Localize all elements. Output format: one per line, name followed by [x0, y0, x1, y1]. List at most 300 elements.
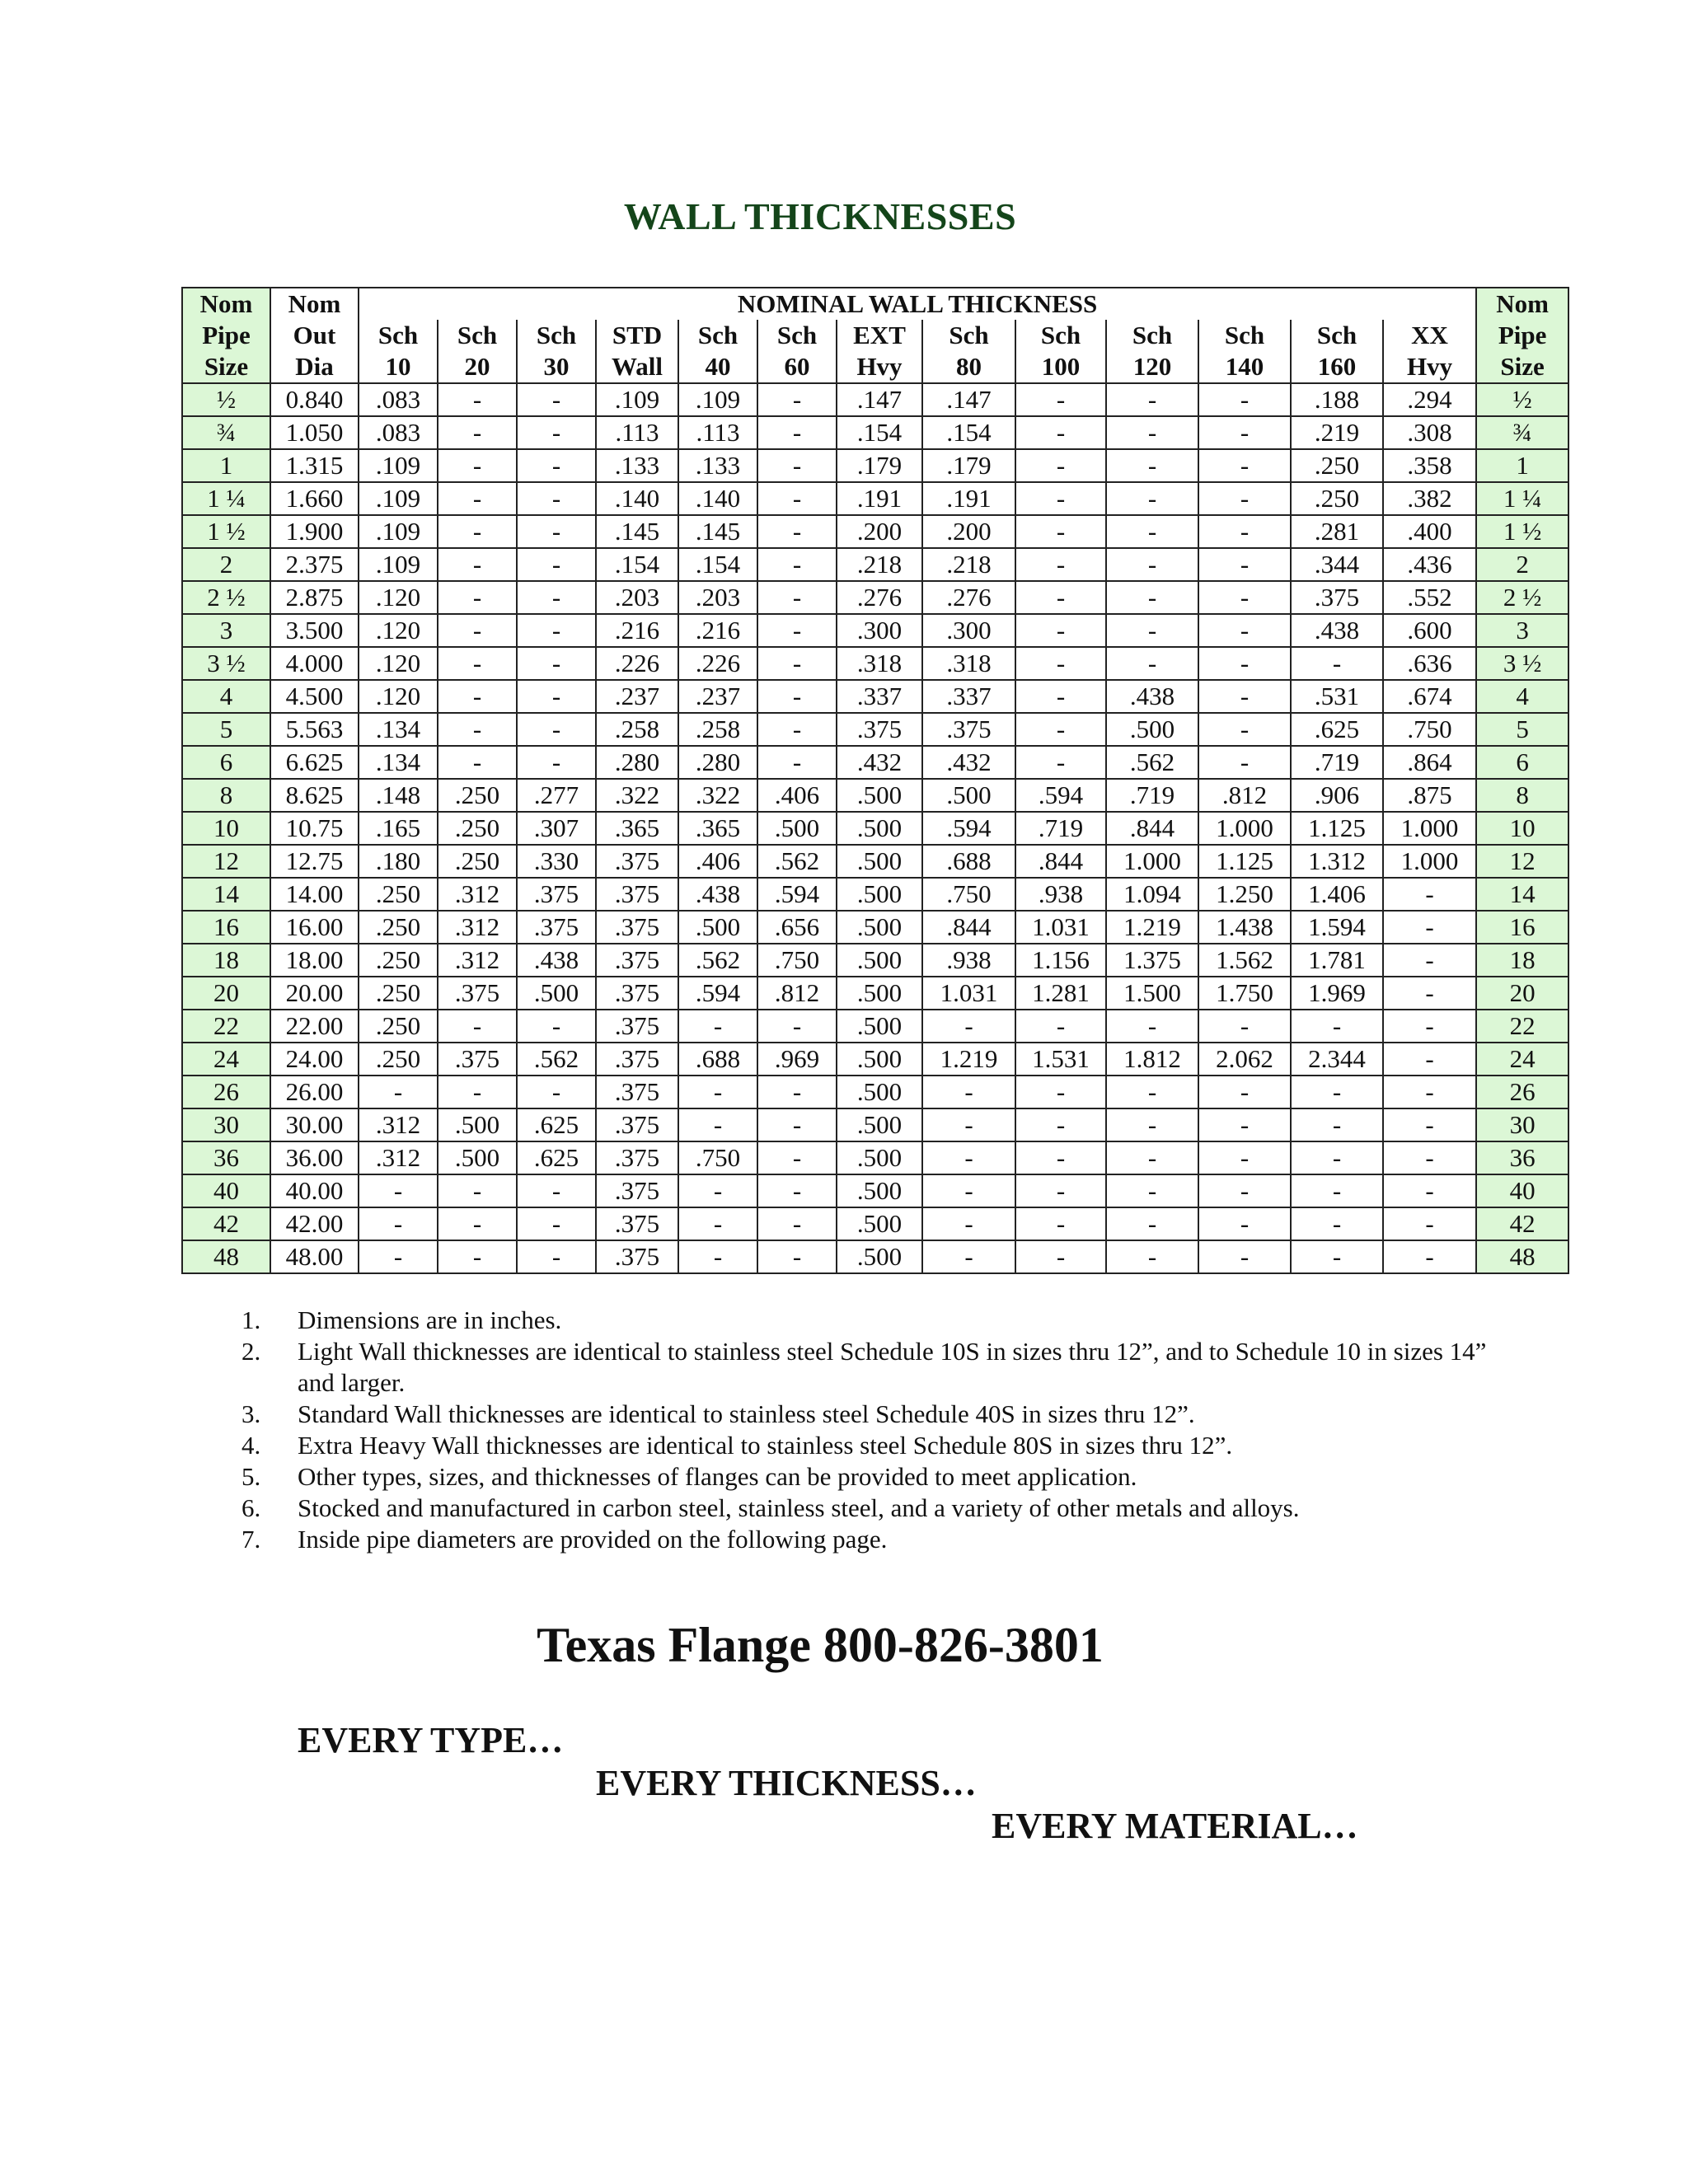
wall-thickness-cell: .188 — [1291, 383, 1383, 416]
wall-thickness-cell: .500 — [837, 944, 922, 977]
wall-thickness-cell: .382 — [1383, 482, 1476, 515]
wall-thickness-cell: - — [757, 680, 837, 713]
table-row — [182, 581, 1568, 614]
wall-thickness-cell: .719 — [1291, 746, 1383, 779]
wall-thickness-cell: .552 — [1383, 581, 1476, 614]
table-row — [182, 1240, 1568, 1273]
wall-thickness-cell: - — [1198, 614, 1291, 647]
wall-thickness-cell: - — [678, 1010, 757, 1043]
wall-thickness-cell: .719 — [1106, 779, 1198, 812]
schedule-header-bottom: 10 — [359, 351, 438, 383]
wall-thickness-cell: .438 — [1106, 680, 1198, 713]
pipe-size-right-cell: ½ — [1476, 383, 1568, 416]
wall-thickness-cell: 2.062 — [1198, 1043, 1291, 1076]
wall-thickness-cell: .375 — [596, 1108, 678, 1141]
wall-thickness-cell: - — [678, 1174, 757, 1207]
outside-diameter-cell: 30.00 — [270, 1108, 359, 1141]
wall-thickness-cell: - — [1198, 482, 1291, 515]
nom-pipe-size-header-3: Size — [182, 351, 270, 383]
wall-thickness-cell: .318 — [922, 647, 1015, 680]
outside-diameter-cell: 8.625 — [270, 779, 359, 812]
outside-diameter-cell: 40.00 — [270, 1174, 359, 1207]
wall-thickness-cell: - — [922, 1076, 1015, 1108]
wall-thickness-cell: - — [1291, 1010, 1383, 1043]
nom-pipe-size-header-1: Nom — [182, 288, 270, 320]
wall-thickness-cell: - — [1198, 713, 1291, 746]
wall-thickness-cell: - — [1291, 1174, 1383, 1207]
wall-thickness-cell: - — [757, 614, 837, 647]
note-item — [241, 1493, 1494, 1524]
wall-thickness-cell: - — [517, 548, 596, 581]
schedule-header-top: STD — [596, 320, 678, 351]
pipe-size-cell: 16 — [182, 911, 270, 944]
schedule-header-bottom: Hvy — [1383, 351, 1476, 383]
schedule-header-top: Sch — [678, 320, 757, 351]
wall-thickness-cell: .438 — [1291, 614, 1383, 647]
pipe-size-cell: 1 ½ — [182, 515, 270, 548]
schedule-header-bottom: 120 — [1106, 351, 1198, 383]
wall-thickness-cell: .750 — [757, 944, 837, 977]
nom-out-dia-header-1: Nom — [270, 288, 359, 320]
pipe-size-right-cell: 4 — [1476, 680, 1568, 713]
pipe-size-right-cell: 30 — [1476, 1108, 1568, 1141]
wall-thickness-cell: .280 — [596, 746, 678, 779]
wall-thickness-cell: .216 — [678, 614, 757, 647]
pipe-size-cell: 8 — [182, 779, 270, 812]
table-row — [182, 977, 1568, 1010]
slogan-every-thickness: EVERY THICKNESS… — [596, 1763, 977, 1803]
wall-thickness-cell: .154 — [596, 548, 678, 581]
wall-thickness-cell: .500 — [837, 1141, 922, 1174]
note-number: 5. — [241, 1462, 261, 1491]
pipe-size-cell: 1 — [182, 449, 270, 482]
table-row — [182, 1141, 1568, 1174]
wall-thickness-cell: - — [1198, 1207, 1291, 1240]
wall-thickness-cell: .500 — [837, 1207, 922, 1240]
wall-thickness-cell: - — [517, 680, 596, 713]
wall-thickness-cell: .120 — [359, 647, 438, 680]
wall-thickness-cell: .280 — [678, 746, 757, 779]
wall-thickness-cell: .203 — [596, 581, 678, 614]
wall-thickness-cell: .120 — [359, 614, 438, 647]
nominal-wall-thickness-header: NOMINAL WALL THICKNESS — [359, 288, 1476, 320]
wall-thickness-cell: .154 — [837, 416, 922, 449]
wall-thickness-cell: .375 — [438, 1043, 517, 1076]
wall-thickness-cell: .277 — [517, 779, 596, 812]
wall-thickness-cell: - — [1291, 1108, 1383, 1141]
wall-thickness-cell: 1.094 — [1106, 878, 1198, 911]
wall-thickness-cell: - — [922, 1141, 1015, 1174]
wall-thickness-cell: - — [1015, 482, 1106, 515]
wall-thickness-cell: - — [438, 647, 517, 680]
pipe-size-right-cell: 14 — [1476, 878, 1568, 911]
wall-thickness-cell: - — [1383, 1076, 1476, 1108]
outside-diameter-cell: 18.00 — [270, 944, 359, 977]
wall-thickness-cell: - — [1198, 1174, 1291, 1207]
wall-thickness-cell: - — [1198, 548, 1291, 581]
table-row — [182, 779, 1568, 812]
note-number: 1. — [241, 1305, 261, 1334]
wall-thickness-cell: - — [1015, 1207, 1106, 1240]
wall-thickness-cell: - — [757, 581, 837, 614]
wall-thickness-cell: .113 — [678, 416, 757, 449]
wall-thickness-cell: .500 — [1106, 713, 1198, 746]
wall-thickness-cell: - — [1383, 944, 1476, 977]
outside-diameter-cell: 24.00 — [270, 1043, 359, 1076]
wall-thickness-cell: - — [438, 449, 517, 482]
pipe-size-cell: 36 — [182, 1141, 270, 1174]
table-row — [182, 647, 1568, 680]
wall-thickness-cell: .250 — [438, 812, 517, 845]
wall-thickness-cell: - — [438, 1207, 517, 1240]
table-row — [182, 482, 1568, 515]
pipe-size-right-cell: 26 — [1476, 1076, 1568, 1108]
schedule-header-top: Sch — [1291, 320, 1383, 351]
wall-thickness-cell: 1.219 — [1106, 911, 1198, 944]
wall-thickness-cell: .147 — [837, 383, 922, 416]
wall-thickness-cell: .276 — [922, 581, 1015, 614]
outside-diameter-cell: 16.00 — [270, 911, 359, 944]
wall-thickness-cell: - — [438, 680, 517, 713]
wall-thickness-cell: - — [517, 449, 596, 482]
wall-thickness-cell: .226 — [678, 647, 757, 680]
nom-pipe-size-right-header-2: Pipe — [1476, 320, 1568, 351]
wall-thickness-cell: - — [438, 416, 517, 449]
pipe-size-cell: 26 — [182, 1076, 270, 1108]
wall-thickness-cell: .120 — [359, 581, 438, 614]
wall-thickness-cell: - — [1198, 1010, 1291, 1043]
nom-out-dia-header-3: Dia — [270, 351, 359, 383]
pipe-size-right-cell: 42 — [1476, 1207, 1568, 1240]
wall-thickness-cell: .134 — [359, 746, 438, 779]
outside-diameter-cell: 2.375 — [270, 548, 359, 581]
table-row — [182, 614, 1568, 647]
wall-thickness-cell: .436 — [1383, 548, 1476, 581]
wall-thickness-cell: - — [517, 383, 596, 416]
wall-thickness-cell: - — [922, 1108, 1015, 1141]
note-text: Stocked and manufactured in carbon steel, stainless steel, and a variety of other metals and alloys. — [298, 1493, 1300, 1522]
wall-thickness-cell: .750 — [678, 1141, 757, 1174]
wall-thickness-cell: - — [1106, 581, 1198, 614]
outside-diameter-cell: 5.563 — [270, 713, 359, 746]
outside-diameter-cell: 0.840 — [270, 383, 359, 416]
wall-thickness-cell: .109 — [359, 449, 438, 482]
wall-thickness-cell: - — [438, 1174, 517, 1207]
wall-thickness-cell: .938 — [1015, 878, 1106, 911]
wall-thickness-cell: - — [438, 383, 517, 416]
pipe-size-cell: 24 — [182, 1043, 270, 1076]
note-text: Light Wall thicknesses are identical to stainless steel Schedule 10S in sizes thru 12”, and to Schedule 10 in sizes 14” and larger. — [298, 1337, 1487, 1397]
wall-thickness-cell: .594 — [1015, 779, 1106, 812]
wall-thickness-cell: .109 — [678, 383, 757, 416]
note-item — [241, 1461, 1494, 1493]
outside-diameter-cell: 20.00 — [270, 977, 359, 1010]
pipe-size-right-cell: 3 ½ — [1476, 647, 1568, 680]
wall-thickness-cell: .400 — [1383, 515, 1476, 548]
wall-thickness-cell: - — [1198, 680, 1291, 713]
wall-thickness-cell: - — [359, 1240, 438, 1273]
pipe-size-cell: 22 — [182, 1010, 270, 1043]
wall-thickness-cell: - — [757, 1207, 837, 1240]
wall-thickness-cell: .500 — [438, 1141, 517, 1174]
wall-thickness-cell: .500 — [678, 911, 757, 944]
wall-thickness-cell: .322 — [678, 779, 757, 812]
wall-thickness-cell: - — [1198, 746, 1291, 779]
wall-thickness-cell: 1.250 — [1198, 878, 1291, 911]
wall-thickness-cell: .844 — [1015, 845, 1106, 878]
wall-thickness-cell: 1.531 — [1015, 1043, 1106, 1076]
outside-diameter-cell: 42.00 — [270, 1207, 359, 1240]
schedule-header-bottom: 160 — [1291, 351, 1383, 383]
wall-thickness-cell: .531 — [1291, 680, 1383, 713]
wall-thickness-cell: - — [757, 1141, 837, 1174]
wall-thickness-cell: - — [1015, 548, 1106, 581]
pipe-size-right-cell: 2 ½ — [1476, 581, 1568, 614]
wall-thickness-cell: 1.375 — [1106, 944, 1198, 977]
wall-thickness-cell: .191 — [837, 482, 922, 515]
wall-thickness-cell: - — [1198, 515, 1291, 548]
wall-thickness-cell: .322 — [596, 779, 678, 812]
schedule-header-top: Sch — [1015, 320, 1106, 351]
wall-thickness-cell: 2.344 — [1291, 1043, 1383, 1076]
wall-thickness-cell: .312 — [438, 944, 517, 977]
wall-thickness-cell: - — [1015, 515, 1106, 548]
table-row — [182, 911, 1568, 944]
wall-thickness-cell: - — [1291, 1207, 1383, 1240]
wall-thickness-cell: .375 — [596, 977, 678, 1010]
wall-thickness-cell: - — [757, 383, 837, 416]
table-body — [182, 383, 1568, 1273]
wall-thickness-cell: .375 — [922, 713, 1015, 746]
table-row — [182, 746, 1568, 779]
wall-thickness-cell: .500 — [837, 911, 922, 944]
wall-thickness-cell: - — [757, 482, 837, 515]
wall-thickness-cell: .250 — [359, 944, 438, 977]
wall-thickness-cell: .875 — [1383, 779, 1476, 812]
wall-thickness-cell: - — [1106, 515, 1198, 548]
schedule-header-top: Sch — [517, 320, 596, 351]
table-header — [182, 288, 1568, 383]
schedule-header-bottom: 30 — [517, 351, 596, 383]
wall-thickness-cell: .594 — [922, 812, 1015, 845]
table-row — [182, 845, 1568, 878]
wall-thickness-cell: .133 — [596, 449, 678, 482]
wall-thickness-cell: - — [517, 713, 596, 746]
wall-thickness-cell: .109 — [359, 548, 438, 581]
wall-thickness-cell: .864 — [1383, 746, 1476, 779]
wall-thickness-cell: .375 — [837, 713, 922, 746]
wall-thickness-cell: .594 — [757, 878, 837, 911]
wall-thickness-cell: .216 — [596, 614, 678, 647]
wall-thickness-cell: - — [1383, 1141, 1476, 1174]
wall-thickness-cell: .375 — [596, 1240, 678, 1273]
note-number: 4. — [241, 1431, 261, 1460]
wall-thickness-cell: - — [1106, 482, 1198, 515]
pipe-size-cell: ½ — [182, 383, 270, 416]
wall-thickness-cell: - — [1198, 449, 1291, 482]
wall-thickness-cell: .337 — [837, 680, 922, 713]
wall-thickness-cell: 1.156 — [1015, 944, 1106, 977]
wall-thickness-cell: .674 — [1383, 680, 1476, 713]
wall-thickness-cell: .969 — [757, 1043, 837, 1076]
wall-thickness-cell: .375 — [596, 1076, 678, 1108]
wall-thickness-cell: - — [757, 647, 837, 680]
wall-thickness-cell: .109 — [359, 482, 438, 515]
wall-thickness-cell: 1.406 — [1291, 878, 1383, 911]
wall-thickness-cell: - — [438, 614, 517, 647]
wall-thickness-cell: - — [1015, 581, 1106, 614]
wall-thickness-cell: - — [517, 1010, 596, 1043]
wall-thickness-cell: - — [517, 1207, 596, 1240]
wall-thickness-cell: .154 — [678, 548, 757, 581]
wall-thickness-cell: - — [1106, 416, 1198, 449]
wall-thickness-cell: - — [438, 515, 517, 548]
wall-thickness-cell: - — [1383, 1108, 1476, 1141]
wall-thickness-cell: - — [1015, 1108, 1106, 1141]
table-row — [182, 1108, 1568, 1141]
schedule-header-top: Sch — [1198, 320, 1291, 351]
wall-thickness-cell: - — [757, 449, 837, 482]
wall-thickness-cell: .237 — [596, 680, 678, 713]
wall-thickness-cell: 1.562 — [1198, 944, 1291, 977]
pipe-size-right-cell: 1 — [1476, 449, 1568, 482]
table-row — [182, 1174, 1568, 1207]
wall-thickness-cell: 1.812 — [1106, 1043, 1198, 1076]
note-number: 7. — [241, 1525, 261, 1554]
wall-thickness-cell: .375 — [438, 977, 517, 1010]
wall-thickness-cell: - — [1291, 1076, 1383, 1108]
wall-thickness-cell: - — [1383, 911, 1476, 944]
wall-thickness-cell: .219 — [1291, 416, 1383, 449]
table-row — [182, 416, 1568, 449]
wall-thickness-cell: .250 — [359, 911, 438, 944]
pipe-size-right-cell: 24 — [1476, 1043, 1568, 1076]
pipe-size-right-cell: 22 — [1476, 1010, 1568, 1043]
pipe-size-right-cell: 20 — [1476, 977, 1568, 1010]
wall-thickness-cell: 1.312 — [1291, 845, 1383, 878]
pipe-size-cell: 14 — [182, 878, 270, 911]
wall-thickness-cell: - — [1106, 383, 1198, 416]
wall-thickness-cell: - — [517, 1076, 596, 1108]
outside-diameter-cell: 14.00 — [270, 878, 359, 911]
pipe-size-right-cell: 1 ½ — [1476, 515, 1568, 548]
wall-thickness-cell: - — [1198, 1108, 1291, 1141]
table-row — [182, 713, 1568, 746]
note-text: Other types, sizes, and thicknesses of flanges can be provided to meet application. — [298, 1462, 1137, 1491]
wall-thickness-cell: .154 — [922, 416, 1015, 449]
wall-thickness-cell: .191 — [922, 482, 1015, 515]
wall-thickness-cell: - — [1383, 1207, 1476, 1240]
wall-thickness-cell: .438 — [517, 944, 596, 977]
wall-thickness-cell: - — [1383, 1010, 1476, 1043]
wall-thickness-cell: .688 — [922, 845, 1015, 878]
wall-thickness-cell: .625 — [1291, 713, 1383, 746]
wall-thickness-cell: - — [1015, 614, 1106, 647]
note-text: Extra Heavy Wall thicknesses are identical to stainless steel Schedule 80S in sizes thru 12”. — [298, 1431, 1233, 1460]
outside-diameter-cell: 1.315 — [270, 449, 359, 482]
wall-thickness-cell: .375 — [596, 1207, 678, 1240]
table-row — [182, 383, 1568, 416]
wall-thickness-cell: .844 — [922, 911, 1015, 944]
wall-thickness-cell: 1.969 — [1291, 977, 1383, 1010]
pipe-size-cell: 20 — [182, 977, 270, 1010]
wall-thickness-cell: - — [678, 1108, 757, 1141]
wall-thickness-cell: - — [1198, 647, 1291, 680]
note-item — [241, 1399, 1494, 1430]
wall-thickness-cell: .258 — [596, 713, 678, 746]
schedule-header-bottom: 100 — [1015, 351, 1106, 383]
wall-thickness-cell: - — [757, 713, 837, 746]
page-title: WALL THICKNESSES — [623, 195, 1017, 237]
wall-thickness-cell: .083 — [359, 383, 438, 416]
wall-thickness-cell: .375 — [596, 845, 678, 878]
pipe-size-cell: 2 ½ — [182, 581, 270, 614]
pipe-size-cell: 42 — [182, 1207, 270, 1240]
wall-thickness-cell: 1.000 — [1383, 845, 1476, 878]
wall-thickness-cell: .375 — [1291, 581, 1383, 614]
outside-diameter-cell: 10.75 — [270, 812, 359, 845]
wall-thickness-cell: - — [1015, 680, 1106, 713]
wall-thickness-cell: .375 — [517, 911, 596, 944]
table-row — [182, 812, 1568, 845]
wall-thickness-cell: - — [1383, 1240, 1476, 1273]
wall-thickness-cell: - — [517, 515, 596, 548]
wall-thickness-cell: - — [1106, 1076, 1198, 1108]
schedule-header-bottom: 140 — [1198, 351, 1291, 383]
table-row — [182, 1207, 1568, 1240]
wall-thickness-cell: .500 — [837, 878, 922, 911]
wall-thickness-cell: - — [1291, 647, 1383, 680]
table-row — [182, 878, 1568, 911]
wall-thickness-cell: .365 — [678, 812, 757, 845]
wall-thickness-cell: .562 — [517, 1043, 596, 1076]
wall-thickness-cell: .375 — [596, 878, 678, 911]
table-row — [182, 1076, 1568, 1108]
wall-thickness-cell: 1.125 — [1291, 812, 1383, 845]
wall-thickness-cell: .750 — [922, 878, 1015, 911]
wall-thickness-cell: - — [1015, 1141, 1106, 1174]
wall-thickness-cell: - — [1015, 713, 1106, 746]
outside-diameter-cell: 48.00 — [270, 1240, 359, 1273]
wall-thickness-cell: 1.031 — [1015, 911, 1106, 944]
wall-thickness-cell: - — [517, 647, 596, 680]
wall-thickness-cell: - — [1106, 1108, 1198, 1141]
wall-thickness-cell: - — [922, 1174, 1015, 1207]
wall-thickness-cell: .500 — [837, 1108, 922, 1141]
table-row — [182, 449, 1568, 482]
table-row — [182, 1010, 1568, 1043]
schedule-header-top: EXT — [837, 320, 922, 351]
wall-thickness-cell: .500 — [922, 779, 1015, 812]
wall-thickness-cell: 1.031 — [922, 977, 1015, 1010]
outside-diameter-cell: 1.050 — [270, 416, 359, 449]
wall-thickness-cell: - — [1015, 1076, 1106, 1108]
schedule-header-top: Sch — [922, 320, 1015, 351]
wall-thickness-cell: - — [757, 1174, 837, 1207]
wall-thickness-cell: .375 — [517, 878, 596, 911]
pipe-size-cell: 1 ¼ — [182, 482, 270, 515]
wall-thickness-cell: .109 — [359, 515, 438, 548]
pipe-size-cell: 10 — [182, 812, 270, 845]
wall-thickness-cell: - — [438, 713, 517, 746]
wall-thickness-cell: - — [757, 746, 837, 779]
schedule-header-top: Sch — [438, 320, 517, 351]
wall-thickness-cell: .218 — [922, 548, 1015, 581]
note-text: Dimensions are in inches. — [298, 1305, 562, 1334]
pipe-size-right-cell: 8 — [1476, 779, 1568, 812]
note-item — [241, 1524, 1494, 1555]
pipe-size-right-cell: 10 — [1476, 812, 1568, 845]
